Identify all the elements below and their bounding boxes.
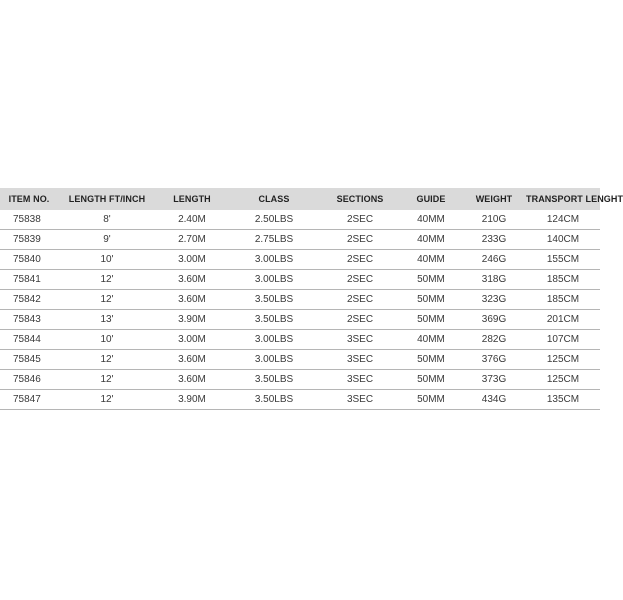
- cell-class: 2.50LBS: [228, 210, 320, 230]
- cell-guide: 50MM: [400, 350, 462, 370]
- cell-guide: 40MM: [400, 230, 462, 250]
- cell-length-ft-inch: 8': [58, 210, 156, 230]
- cell-class: 3.00LBS: [228, 250, 320, 270]
- cell-guide: 50MM: [400, 310, 462, 330]
- cell-length-ft-inch: 12': [58, 270, 156, 290]
- cell-sections: 3SEC: [320, 370, 400, 390]
- cell-item-no: 75839: [0, 230, 58, 250]
- cell-item-no: 75845: [0, 350, 58, 370]
- cell-length-ft-inch: 12': [58, 350, 156, 370]
- cell-class: 3.50LBS: [228, 310, 320, 330]
- cell-length: 3.60M: [156, 370, 228, 390]
- cell-item-no: 75846: [0, 370, 58, 390]
- cell-length: 2.40M: [156, 210, 228, 230]
- cell-sections: 2SEC: [320, 250, 400, 270]
- cell-transport-length: 125CM: [526, 370, 600, 390]
- cell-length-ft-inch: 12': [58, 370, 156, 390]
- cell-sections: 3SEC: [320, 330, 400, 350]
- cell-class: 3.50LBS: [228, 390, 320, 410]
- cell-length: 3.60M: [156, 350, 228, 370]
- header-sections: SECTIONS: [320, 188, 400, 210]
- cell-class: 3.50LBS: [228, 370, 320, 390]
- cell-item-no: 75841: [0, 270, 58, 290]
- header-class: CLASS: [228, 188, 320, 210]
- cell-sections: 3SEC: [320, 390, 400, 410]
- table-row: [0, 390, 600, 410]
- cell-guide: 50MM: [400, 370, 462, 390]
- table-row: [0, 330, 600, 350]
- cell-weight: 369G: [462, 310, 526, 330]
- header-transport-length: TRANSPORT LENGHT: [526, 188, 600, 210]
- cell-length: 3.00M: [156, 250, 228, 270]
- cell-sections: 2SEC: [320, 290, 400, 310]
- cell-weight: 233G: [462, 230, 526, 250]
- cell-weight: 318G: [462, 270, 526, 290]
- cell-transport-length: 185CM: [526, 270, 600, 290]
- cell-item-no: 75847: [0, 390, 58, 410]
- cell-sections: 2SEC: [320, 310, 400, 330]
- cell-length: 3.90M: [156, 390, 228, 410]
- table-row: [0, 370, 600, 390]
- table-row: [0, 290, 600, 310]
- cell-length: 3.60M: [156, 290, 228, 310]
- cell-guide: 40MM: [400, 250, 462, 270]
- table-row: [0, 230, 600, 250]
- cell-item-no: 75840: [0, 250, 58, 270]
- cell-guide: 40MM: [400, 330, 462, 350]
- table-row: [0, 350, 600, 370]
- cell-length: 2.70M: [156, 230, 228, 250]
- cell-weight: 282G: [462, 330, 526, 350]
- cell-item-no: 75842: [0, 290, 58, 310]
- cell-length-ft-inch: 10': [58, 250, 156, 270]
- header-item-no: ITEM NO.: [0, 188, 58, 210]
- table-body: [0, 210, 600, 410]
- cell-sections: 3SEC: [320, 350, 400, 370]
- cell-item-no: 75844: [0, 330, 58, 350]
- header-guide: GUIDE: [400, 188, 462, 210]
- cell-class: 3.00LBS: [228, 350, 320, 370]
- cell-class: 2.75LBS: [228, 230, 320, 250]
- cell-guide: 50MM: [400, 270, 462, 290]
- cell-sections: 2SEC: [320, 270, 400, 290]
- cell-length-ft-inch: 13': [58, 310, 156, 330]
- cell-guide: 50MM: [400, 290, 462, 310]
- cell-length-ft-inch: 12': [58, 390, 156, 410]
- cell-transport-length: 124CM: [526, 210, 600, 230]
- cell-length: 3.60M: [156, 270, 228, 290]
- cell-transport-length: 140CM: [526, 230, 600, 250]
- cell-class: 3.50LBS: [228, 290, 320, 310]
- cell-length-ft-inch: 9': [58, 230, 156, 250]
- table-row: [0, 310, 600, 330]
- cell-transport-length: 135CM: [526, 390, 600, 410]
- cell-length-ft-inch: 12': [58, 290, 156, 310]
- table-header-row: [0, 188, 600, 210]
- table-row: [0, 270, 600, 290]
- cell-transport-length: 155CM: [526, 250, 600, 270]
- cell-transport-length: 125CM: [526, 350, 600, 370]
- header-length: LENGTH: [156, 188, 228, 210]
- cell-sections: 2SEC: [320, 210, 400, 230]
- cell-class: 3.00LBS: [228, 330, 320, 350]
- cell-sections: 2SEC: [320, 230, 400, 250]
- cell-length: 3.90M: [156, 310, 228, 330]
- cell-item-no: 75843: [0, 310, 58, 330]
- cell-weight: 434G: [462, 390, 526, 410]
- header-length-ft-inch: LENGTH FT/INCH: [58, 188, 156, 210]
- cell-class: 3.00LBS: [228, 270, 320, 290]
- cell-weight: 376G: [462, 350, 526, 370]
- product-spec-table: [0, 188, 623, 410]
- cell-transport-length: 185CM: [526, 290, 600, 310]
- cell-item-no: 75838: [0, 210, 58, 230]
- cell-length-ft-inch: 10': [58, 330, 156, 350]
- cell-guide: 50MM: [400, 390, 462, 410]
- table-row: [0, 210, 600, 230]
- cell-weight: 246G: [462, 250, 526, 270]
- cell-guide: 40MM: [400, 210, 462, 230]
- cell-transport-length: 201CM: [526, 310, 600, 330]
- cell-weight: 210G: [462, 210, 526, 230]
- cell-weight: 373G: [462, 370, 526, 390]
- cell-weight: 323G: [462, 290, 526, 310]
- cell-length: 3.00M: [156, 330, 228, 350]
- table-row: [0, 250, 600, 270]
- cell-transport-length: 107CM: [526, 330, 600, 350]
- header-weight: WEIGHT: [462, 188, 526, 210]
